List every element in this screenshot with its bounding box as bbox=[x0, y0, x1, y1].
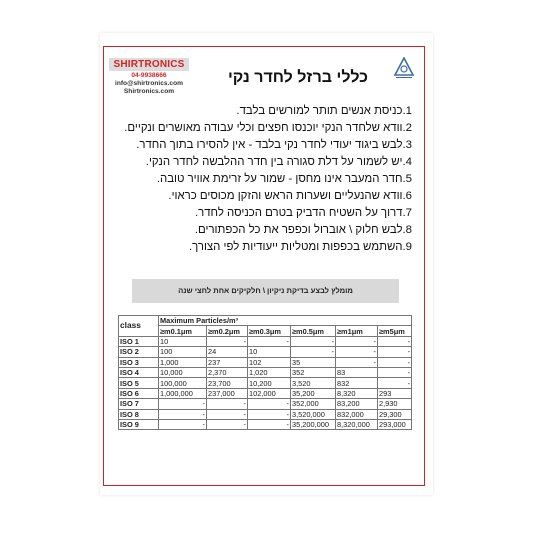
table-cell: 24 bbox=[207, 347, 248, 357]
rule-item: 5.חדר המעבר אינו מחסן - שמור על זרימת אוויר טובה. bbox=[156, 173, 412, 185]
table-cell: 23,700 bbox=[207, 378, 248, 388]
table-cell: - bbox=[207, 336, 248, 346]
table-cell: 2,370 bbox=[207, 367, 248, 377]
table-cell: 10 bbox=[159, 336, 207, 346]
class-cell: ISO 9 bbox=[119, 419, 159, 429]
table-cell: - bbox=[336, 336, 378, 346]
table-cell: - bbox=[248, 419, 291, 429]
table-row bbox=[119, 409, 412, 419]
table-cell: 10,000 bbox=[159, 367, 207, 377]
table-cell: 3,520,000 bbox=[291, 409, 336, 419]
table-cell: 83 bbox=[336, 367, 378, 377]
class-cell: ISO 2 bbox=[119, 347, 159, 357]
table-cell: - bbox=[378, 347, 412, 357]
table-cell: 352,000 bbox=[291, 399, 336, 409]
column-header: ≥m0.3μm bbox=[248, 326, 291, 336]
table-cell: 102,000 bbox=[248, 388, 291, 398]
table-row bbox=[119, 336, 412, 346]
page-title: כללי ברזל לחדר נקי bbox=[227, 69, 368, 86]
rule-item: 2.וודא שלחדר הנקי יוכנסו חפצים וכלי עבודה מאושרים ונקיים. bbox=[124, 122, 412, 134]
table-cell: 35,200,000 bbox=[291, 419, 336, 429]
rule-item: 4.יש לשמור על דלת סגורה בין חדר ההלבשה לחדר הנקי. bbox=[145, 156, 412, 168]
column-header: ≥m0.2μm bbox=[207, 326, 248, 336]
class-cell: ISO 8 bbox=[119, 409, 159, 419]
column-header: ≥m5μm bbox=[378, 326, 412, 336]
table-row bbox=[119, 399, 412, 409]
table-cell: 237 bbox=[207, 357, 248, 367]
table-cell: - bbox=[378, 378, 412, 388]
table-cell: - bbox=[248, 409, 291, 419]
table-cell: 293 bbox=[378, 388, 412, 398]
class-cell: ISO 4 bbox=[119, 367, 159, 377]
table-cell: 293,000 bbox=[378, 419, 412, 429]
table-cell: 10,200 bbox=[248, 378, 291, 388]
table-cell: - bbox=[159, 409, 207, 419]
table-cell: 10 bbox=[248, 347, 291, 357]
table-row bbox=[119, 357, 412, 367]
table-cell: - bbox=[207, 409, 248, 419]
table-row bbox=[119, 419, 412, 429]
brand-website: Shirtronics.com bbox=[123, 88, 175, 95]
table-cell: 8,320 bbox=[336, 388, 378, 398]
column-header-row bbox=[119, 326, 412, 336]
table-row bbox=[119, 378, 412, 388]
table-cell: 100 bbox=[159, 347, 207, 357]
class-cell: ISO 3 bbox=[119, 357, 159, 367]
table-cell: - bbox=[159, 419, 207, 429]
class-header: class bbox=[119, 316, 159, 337]
table-cell: 3,520 bbox=[291, 378, 336, 388]
rule-item: 6.וודא שהנעליים ושערות הראש והזקן מכוסים כראוי. bbox=[168, 190, 412, 202]
recommendation-banner: מומלץ לבצע בדיקת ניקיון \ חלקיקים אחת לחצי שנה bbox=[132, 279, 399, 303]
table-cell: 35 bbox=[291, 357, 336, 367]
table-cell: - bbox=[378, 367, 412, 377]
rule-item: 1.כניסת אנשים תותר למורשים בלבד. bbox=[236, 105, 412, 117]
table-cell: 237,000 bbox=[207, 388, 248, 398]
class-cell: ISO 1 bbox=[119, 336, 159, 346]
table-cell: 102 bbox=[248, 357, 291, 367]
table-cell: 8,320,000 bbox=[336, 419, 378, 429]
table-cell: - bbox=[336, 347, 378, 357]
table-cell: 29,300 bbox=[378, 409, 412, 419]
table-cell: 1,020 bbox=[248, 367, 291, 377]
column-header: ≥m1μm bbox=[336, 326, 378, 336]
table-cell: - bbox=[207, 399, 248, 409]
table-cell: 832 bbox=[336, 378, 378, 388]
table-row bbox=[119, 388, 412, 398]
brand-email: info@shirtronics.com bbox=[115, 80, 183, 87]
table-cell: - bbox=[248, 399, 291, 409]
table-row bbox=[119, 347, 412, 357]
table-row bbox=[119, 367, 412, 377]
rule-item: 7.דרוך על השטיח הדביק בטרם הכניסה לחדר. bbox=[194, 207, 412, 219]
table-cell: 35,200 bbox=[291, 388, 336, 398]
table-cell: 2,930 bbox=[378, 399, 412, 409]
table-cell: 83,200 bbox=[336, 399, 378, 409]
table-cell: 352 bbox=[291, 367, 336, 377]
table-cell: - bbox=[291, 347, 336, 357]
rule-item: 8.לבש חלוק \ אוברול וכפפר את כל הכפתורים. bbox=[194, 224, 412, 236]
column-header: ≥m0.5μm bbox=[291, 326, 336, 336]
brand-block bbox=[109, 54, 189, 96]
table-cell: 832,000 bbox=[336, 409, 378, 419]
class-cell: ISO 6 bbox=[119, 388, 159, 398]
table-cell: 1,000 bbox=[159, 357, 207, 367]
table-cell: - bbox=[159, 399, 207, 409]
table-cell: - bbox=[378, 357, 412, 367]
rules-list bbox=[115, 103, 412, 256]
table-cell: 1,000,000 bbox=[159, 388, 207, 398]
column-header: ≥m0.1μm bbox=[159, 326, 207, 336]
table-cell: - bbox=[248, 336, 291, 346]
brand-logo: SHIRTRONICS bbox=[109, 58, 188, 71]
table-cell: - bbox=[336, 357, 378, 367]
iso-class-table bbox=[118, 315, 412, 430]
group-header: Maximum Particles/m³ bbox=[159, 316, 412, 326]
rule-item: 3.לבש ביגוד יעודי לחדר נקי בלבד - אין להסירו בתוך החדר. bbox=[136, 139, 412, 151]
class-cell: ISO 5 bbox=[119, 378, 159, 388]
table-cell: - bbox=[378, 336, 412, 346]
brand-phone: 04-9938666 bbox=[131, 72, 167, 79]
table-cell: - bbox=[207, 419, 248, 429]
table-cell: 100,000 bbox=[159, 378, 207, 388]
document-page bbox=[100, 33, 433, 495]
table-cell: - bbox=[291, 336, 336, 346]
rule-item: 9.השתמש בכפפות ומטליות ייעודיות לפי הצורך. bbox=[188, 241, 412, 253]
institute-emblem-icon bbox=[394, 57, 414, 79]
class-cell: ISO 7 bbox=[119, 399, 159, 409]
